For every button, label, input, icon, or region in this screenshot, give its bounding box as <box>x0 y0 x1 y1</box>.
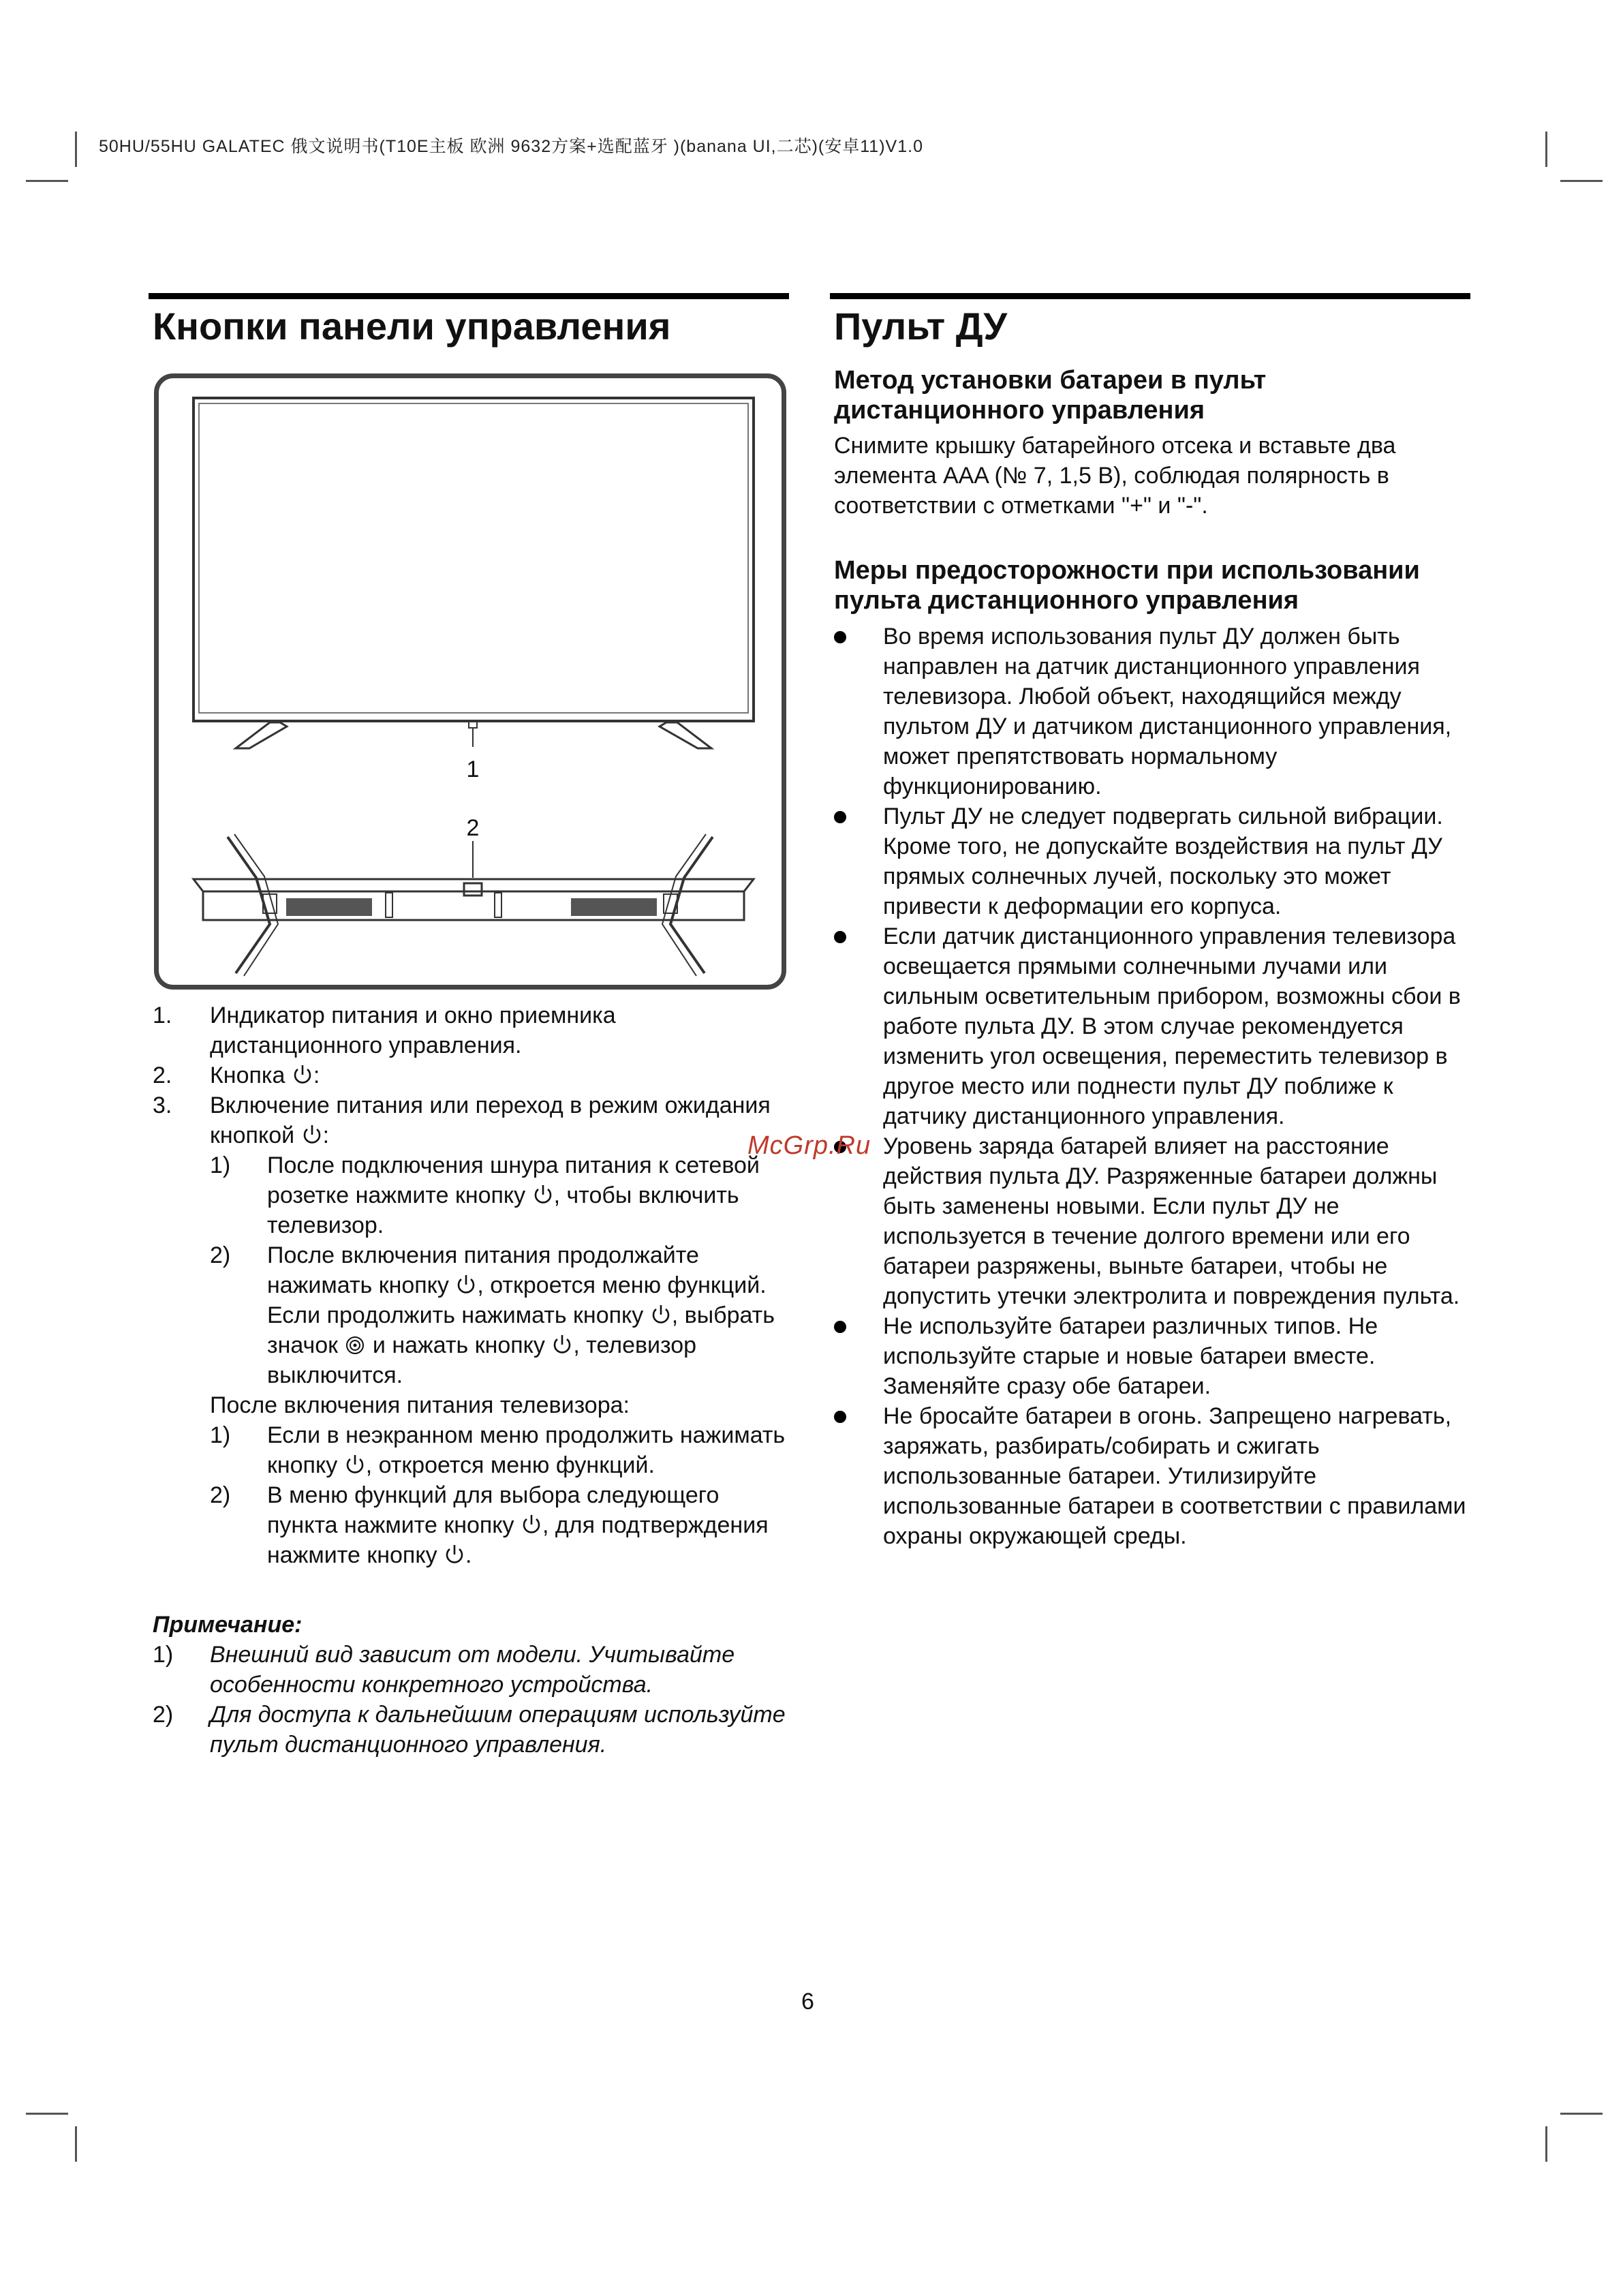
left-section-title: Кнопки панели управления <box>153 305 671 348</box>
item-text: Не бросайте батареи в огонь. Запрещено нагревать, заряжать, разбирать/собирать и сжигать использованные батареи. Утилизируйте использованные батареи в соответствии с правилами охраны окружающей среды. <box>883 1403 1466 1549</box>
power-icon <box>292 1063 313 1086</box>
crop-mark <box>75 2126 77 2162</box>
item-text: и нажать кнопку <box>366 1332 552 1358</box>
item-text: Если в неэкранном меню продолжить нажимать кнопку <box>267 1422 786 1478</box>
list-item <box>153 1000 793 1060</box>
control-buttons-list <box>153 1000 793 1150</box>
item-text: , телевизор выключится. <box>267 1332 697 1388</box>
after-power-on-label: После включения питания телевизора: <box>210 1392 630 1418</box>
item-number: 2) <box>210 1242 231 1268</box>
battery-install-text: Снимите крышку батарейного отсека и вставьте два элемента AAA (№ 7, 1,5 В), соблюдая полярность в соответствии с отметками "+" и "-". <box>834 433 1396 519</box>
item-text: , для подтверждения нажмите кнопку <box>267 1512 769 1568</box>
crop-mark <box>1545 132 1547 167</box>
item-text: После подключения шнура питания к сетевой розетке нажмите кнопку <box>267 1152 760 1208</box>
item-number: 1) <box>210 1422 231 1448</box>
callout-2: 2 <box>466 815 480 841</box>
item-text-suffix: : <box>313 1062 320 1088</box>
section-rule-left <box>149 293 789 299</box>
power-icon <box>455 1273 477 1296</box>
item-text: Во время использования пульт ДУ должен быть направлен на датчик дистанционного управления телевизора. Любой объект, находящийся между пультом ДУ и датчиком дистанционного управления, может препятствовать нормальному функционированию. <box>883 624 1452 799</box>
crop-mark <box>1560 2113 1603 2115</box>
power-icon <box>344 1453 366 1476</box>
item-text: Уровень заряда батарей влияет на расстояние действия пульта ДУ. Разряженные батареи должны быть заменены новыми. Если пульт ДУ не используется в течение долгого времени или его батареи разряжены, выньте батареи, чтобы не допустить утечки электролита и повреждения пульта. <box>883 1133 1460 1309</box>
crop-mark <box>75 132 77 167</box>
menu-sublist <box>210 1420 789 1570</box>
right-section-title: Пульт ДУ <box>834 305 1008 348</box>
item-text: После включения питания продолжайте нажимать кнопку <box>267 1242 699 1298</box>
item-text: Включение питания или переход в режим ожидания кнопкой <box>210 1092 771 1148</box>
document-header: 50HU/55HU GALATEC 俄文说明书(T10E主板 欧洲 9632方案+选配蓝牙 )(banana UI,二芯)(安卓11)V1.0 <box>99 137 923 156</box>
power-icon <box>551 1333 573 1356</box>
power-icon <box>532 1183 554 1206</box>
item-text: Пульт ДУ не следует подвергать сильной вибрации. Кроме того, не допускайте воздействия на пульт ДУ прямых солнечных лучей, поскольку это может привести к деформации его корпуса. <box>883 803 1443 919</box>
item-text: Не используйте батареи различных типов. Не используйте старые и новые батареи вместе. Заменяйте сразу обе батареи. <box>883 1313 1378 1399</box>
item-text: . <box>465 1542 472 1568</box>
bullet-icon <box>834 631 846 643</box>
watermark: McGrp.Ru <box>747 1131 871 1160</box>
settings-icon <box>344 1333 366 1356</box>
power-icon <box>521 1513 542 1536</box>
item-number: 1. <box>153 1002 172 1028</box>
list-item <box>834 1311 1481 1401</box>
precautions-list <box>834 622 1481 1551</box>
callout-1: 1 <box>466 756 480 782</box>
item-text: , выбрать значок <box>267 1302 775 1358</box>
bullet-icon <box>834 1411 846 1423</box>
item-number: 2) <box>153 1702 174 1728</box>
notes-list <box>153 1640 793 1760</box>
item-number: 3. <box>153 1092 172 1118</box>
crop-mark <box>26 2113 68 2115</box>
power-sublist <box>210 1150 789 1390</box>
power-icon <box>650 1303 672 1326</box>
list-item <box>153 1060 793 1090</box>
list-item <box>153 1700 793 1760</box>
list-item <box>210 1480 789 1570</box>
precautions-heading: Меры предосторожности при использовании пульта дистанционного управления <box>834 556 1420 615</box>
item-text: Индикатор питания и окно приемника дистанционного управления. <box>210 1002 616 1058</box>
item-number: 2) <box>210 1482 231 1508</box>
battery-install-heading: Метод установки батареи в пульт дистанционного управления <box>834 366 1267 425</box>
page-number: 6 <box>801 1989 814 2015</box>
list-item <box>834 921 1481 1131</box>
list-item <box>210 1240 789 1390</box>
bullet-icon <box>834 1321 846 1333</box>
item-text: Внешний вид зависит от модели. Учитывайте особенности конкретного устройства. <box>210 1642 735 1698</box>
note-title: Примечание: <box>153 1612 303 1638</box>
item-number: 2. <box>153 1062 172 1088</box>
list-item <box>210 1150 789 1240</box>
list-item <box>834 1401 1481 1551</box>
list-item <box>153 1090 793 1150</box>
crop-mark <box>1545 2126 1547 2162</box>
list-item <box>834 1131 1481 1311</box>
list-item <box>834 622 1481 801</box>
crop-mark <box>1560 180 1603 182</box>
item-text: Если датчик дистанционного управления телевизора освещается прямыми солнечными лучами или сильным осветительным прибором, возможны сбои в работе пульта ДУ. В этом случае рекомендуется изменить угол освещения, переместить телевизор в другое место или поднести пульт ДУ поближе к датчику дистанционного управления. <box>883 923 1461 1129</box>
list-item <box>153 1640 793 1700</box>
item-text: Для доступа к дальнейшим операциям используйте пульт дистанционного управления. <box>210 1702 786 1758</box>
section-rule-right <box>830 293 1470 299</box>
item-text: В меню функций для выбора следующего пункта нажмите кнопку <box>267 1482 720 1538</box>
item-number: 1) <box>153 1642 174 1668</box>
item-text-suffix: : <box>322 1122 330 1148</box>
bullet-icon <box>834 931 846 943</box>
tv-front-and-bottom-illustration <box>154 373 786 990</box>
list-item <box>210 1420 789 1480</box>
item-text: , чтобы включить телевизор. <box>267 1182 739 1238</box>
bullet-icon <box>834 811 846 823</box>
power-icon <box>444 1543 465 1566</box>
crop-mark <box>26 180 68 182</box>
item-number: 1) <box>210 1152 231 1178</box>
item-text: Кнопка <box>210 1062 292 1088</box>
item-text: , откроется меню функций. Если продолжить нажимать кнопку <box>267 1272 767 1328</box>
list-item <box>834 801 1481 921</box>
power-icon <box>301 1123 323 1146</box>
item-text: , откроется меню функций. <box>365 1452 655 1478</box>
